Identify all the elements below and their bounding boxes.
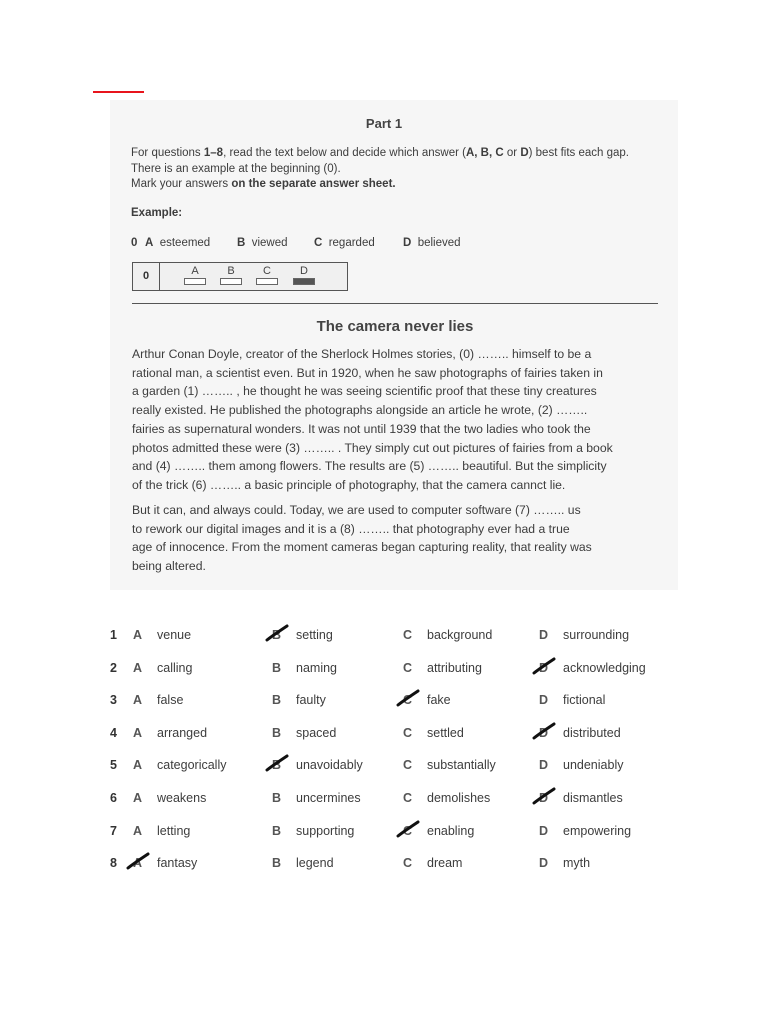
text-line: and (4) …….. them among flowers. The results are (5) …….. beautiful. But the simplicity	[132, 459, 607, 474]
option-letter-b: B	[272, 823, 282, 838]
example-option-b	[237, 237, 288, 249]
answer-check-mark	[395, 688, 421, 710]
example-option-d	[403, 237, 461, 249]
option-letter-d: D	[539, 791, 549, 805]
text-line: of the trick (6) …….. a basic principle of photography, that the camera cannct lie.	[132, 477, 566, 492]
option-text-d: surrounding	[563, 628, 630, 642]
instr-bold: D	[520, 147, 529, 159]
option-text-b: faulty	[296, 693, 326, 708]
check-stroke	[267, 626, 287, 640]
grid-letter: D	[300, 265, 308, 277]
option-text-b: setting	[296, 628, 333, 642]
example-num-text: 0	[131, 237, 138, 249]
grid-number: 0	[133, 263, 160, 290]
option-text: believed	[417, 237, 461, 249]
option-text-d: fictional	[563, 693, 606, 708]
story-title: The camera never lies	[316, 318, 474, 335]
question-number: 3	[110, 693, 117, 708]
option-letter: D	[403, 237, 412, 249]
question-number: 4	[110, 725, 117, 740]
text-line: photos admitted these were (3) …….. . They simply cut out pictures of fairies from a book	[132, 440, 613, 455]
option-letter-b: B	[272, 791, 282, 805]
check-stroke	[534, 789, 554, 803]
option-letter-d: D	[539, 660, 549, 675]
text-line: age of innocence. From the moment cameras began capturing reality, that reality was	[132, 540, 592, 555]
grid-letter: C	[263, 265, 271, 277]
option-text-c: background	[427, 628, 493, 642]
option-letter-c: C	[403, 823, 413, 838]
option-letter: A	[145, 237, 154, 249]
question-row	[0, 856, 768, 876]
answer-check-mark	[264, 623, 290, 645]
option-letter: C	[314, 237, 323, 249]
option-text: viewed	[251, 237, 288, 249]
option-text-a: arranged	[157, 725, 208, 740]
story-paragraph-1	[132, 345, 672, 495]
option-letter-b: B	[272, 660, 282, 675]
question-row	[0, 693, 768, 713]
option-letter-b: B	[272, 693, 282, 708]
option-text-b: naming	[296, 660, 337, 675]
answer-check-mark	[531, 721, 557, 743]
option-text-a: letting	[157, 823, 191, 838]
option-text-d: undeniably	[563, 758, 624, 773]
instructions	[131, 146, 671, 193]
check-stroke	[128, 854, 148, 871]
option-letter-a: A	[133, 693, 143, 708]
question-number: 1	[110, 628, 117, 642]
check-stroke	[534, 724, 554, 738]
instruction-line-3	[131, 177, 671, 193]
option-letter-a: A	[133, 823, 143, 838]
answer-check-mark	[125, 851, 151, 873]
example-answer-grid	[132, 262, 348, 291]
question-number: 6	[110, 791, 117, 805]
example-option-a	[145, 237, 210, 249]
check-stroke	[534, 659, 554, 673]
grid-option-b	[220, 265, 242, 285]
example-label: Example:	[131, 207, 183, 219]
option-letter-d: D	[539, 856, 549, 871]
text-line: really existed. He published the photographs alongside an article he wrote, (2) ……..	[132, 403, 588, 418]
instr-text: For questions	[131, 147, 204, 159]
instruction-line-1	[131, 146, 671, 162]
option-letter-d: D	[539, 758, 549, 773]
question-number: 8	[110, 856, 117, 871]
text-line: a garden (1) …….. , he thought he was seeing scientific proof that these tiny creatures	[132, 384, 597, 399]
instr-bold: 1–8	[203, 147, 224, 159]
option-text: esteemed	[159, 237, 211, 249]
option-text-c: substantially	[427, 758, 496, 773]
option-letter-a: A	[133, 660, 143, 675]
instr-text: Mark your answers	[131, 178, 232, 190]
question-row	[0, 726, 768, 746]
option-text-c: fake	[427, 693, 451, 708]
option-text-b: uncermines	[296, 791, 361, 805]
check-stroke	[398, 822, 418, 836]
option-letter-d: D	[539, 823, 549, 838]
answer-bubble	[256, 278, 278, 285]
part-title: Part 1	[365, 116, 403, 131]
option-text-c: dream	[427, 856, 463, 871]
option-letter: B	[237, 237, 246, 249]
option-letter-c: C	[403, 725, 413, 740]
option-text: regarded	[328, 237, 375, 249]
check-stroke	[267, 756, 287, 773]
answer-bubble	[220, 278, 242, 285]
option-text-d: dismantles	[563, 791, 623, 805]
grid-letter: A	[191, 265, 199, 277]
grid-option-a	[184, 265, 206, 285]
option-letter-c: C	[403, 791, 413, 805]
option-text-b: supporting	[296, 823, 355, 838]
question-number: 7	[110, 823, 117, 838]
answer-check-mark	[395, 819, 421, 841]
question-row	[0, 758, 768, 778]
option-text-a: venue	[157, 628, 192, 642]
option-text-b: legend	[296, 856, 334, 871]
option-text-b: spaced	[296, 725, 337, 740]
option-letter-c: C	[403, 660, 413, 675]
answer-bubble	[184, 278, 206, 285]
option-letter-a: A	[133, 791, 143, 805]
option-letter-c: C	[403, 856, 413, 871]
answer-check-mark	[264, 753, 290, 775]
option-text-d: acknowledging	[563, 660, 646, 675]
instruction-line-2: There is an example at the beginning (0).	[131, 162, 341, 175]
option-letter-a: A	[133, 758, 143, 773]
option-text-c: enabling	[427, 823, 475, 838]
option-letter-a: A	[133, 856, 143, 871]
option-letter-b: B	[272, 856, 282, 871]
option-letter-d: D	[539, 693, 549, 708]
question-row	[0, 791, 768, 811]
question-number: 2	[110, 660, 117, 675]
grid-option-d	[293, 265, 315, 285]
option-text-a: weakens	[157, 791, 207, 805]
option-text-c: demolishes	[427, 791, 491, 805]
answer-check-mark	[531, 656, 557, 678]
option-text-d: distributed	[563, 725, 621, 740]
option-text-d: myth	[563, 856, 591, 871]
option-letter-b: B	[272, 628, 282, 642]
option-text-a: categorically	[157, 758, 227, 773]
option-text-d: empowering	[563, 823, 632, 838]
instr-text: ) best fits each gap.	[528, 147, 629, 159]
example-number	[131, 237, 137, 249]
option-letter-c: C	[403, 758, 413, 773]
check-stroke	[398, 691, 418, 708]
instr-text: , read the text below and decide which answer (	[223, 147, 466, 159]
question-number: 5	[110, 758, 117, 773]
example-option-c	[314, 237, 375, 249]
option-text-b: unavoidably	[296, 758, 363, 773]
option-text-c: attributing	[427, 660, 482, 675]
answer-check-mark	[531, 786, 557, 808]
instr-text: or	[503, 147, 521, 159]
text-line: rational man, a scientist even. But in 1920, when he saw photographs of fairies taken in	[132, 365, 603, 380]
option-text-a: false	[157, 693, 184, 708]
question-row	[0, 628, 768, 648]
grid-option-c	[256, 265, 278, 285]
question-row	[0, 824, 768, 844]
grid-letter: B	[227, 265, 235, 277]
option-text-a: fantasy	[157, 856, 198, 871]
text-line: to rework our digital images and it is a (8) …….. that photography ever had a true	[132, 521, 570, 536]
text-line: But it can, and always could. Today, we are used to computer software (7) …….. us	[132, 503, 581, 517]
story-paragraph-2	[132, 501, 672, 576]
option-letter-a: A	[133, 628, 143, 642]
option-letter-a: A	[133, 725, 143, 740]
text-line: Arthur Conan Doyle, creator of the Sherlock Holmes stories, (0) …….. himself to be a	[132, 347, 592, 361]
option-letter-d: D	[539, 628, 549, 642]
option-text-a: calling	[157, 660, 193, 675]
option-text-c: settled	[427, 725, 464, 740]
instr-bold: A, B, C	[465, 147, 504, 159]
red-underline-mark	[93, 91, 144, 93]
question-row	[0, 661, 768, 681]
option-letter-c: C	[403, 628, 413, 642]
option-letter-c: C	[403, 693, 413, 708]
divider-line	[132, 303, 658, 304]
option-letter-b: B	[272, 758, 282, 773]
text-line: fairies as supernatural wonders. It was not until 1939 that the two ladies who took the	[132, 421, 591, 436]
option-letter-d: D	[539, 725, 549, 740]
option-letter-b: B	[272, 725, 282, 740]
answer-bubble-filled	[293, 278, 315, 285]
instr-bold: on the separate answer sheet.	[231, 178, 396, 190]
text-line: being altered.	[132, 559, 206, 574]
